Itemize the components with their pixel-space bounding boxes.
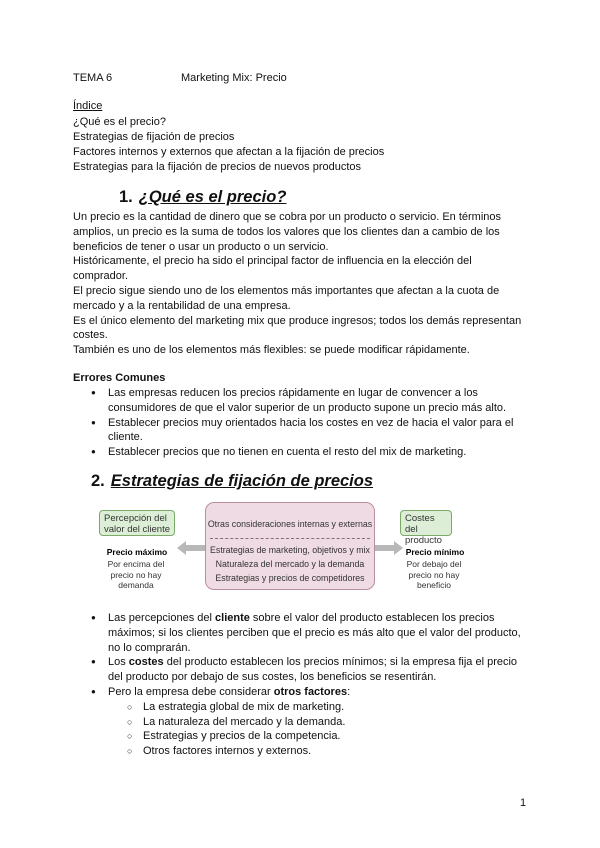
list-item: ● Establecer precios que no tienen en cuenta el resto del mix de marketing. <box>89 445 529 460</box>
bold-term: otros factores <box>273 685 348 698</box>
section-1-number: 1. <box>119 188 133 206</box>
list-item: ● Las empresas reducen los precios rápidamente en lugar de convencer a los consumidores de que el valor superior de un producto supone un precio más alto. <box>89 386 529 416</box>
list-item: ● Los costes del producto establecen los precios mínimos; si la empresa fija el precio del producto por debajo de sus costes, los beneficios se resentirán. <box>89 655 529 685</box>
center-top-text: Otras consideraciones internas y externas <box>207 519 373 529</box>
paragraph: También es uno de los elementos más flexibles: se puede modificar rápidamente. <box>73 344 470 357</box>
customer-value-box: Percepción del valor del cliente <box>99 510 175 536</box>
sub-list <box>127 700 529 759</box>
center-line: Estrategias de marketing, objetivos y mix <box>210 545 370 555</box>
errors-heading: Errores Comunes <box>73 372 166 384</box>
paragraph: Es el único elemento del marketing mix que produce ingresos; todos los demás representan costes. <box>73 314 522 342</box>
paragraph: Históricamente, el precio ha sido el principal factor de influencia en la elección del comprador. <box>73 255 472 283</box>
section-2-number: 2. <box>91 472 105 490</box>
section-2-title: Estrategias de fijación de precios <box>110 472 374 490</box>
paragraph: Un precio es la cantidad de dinero que se cobra por un producto o servicio. En términos amplios, un precio es la suma de todos los valores que los clientes dan a cambio de los beneficios de tener o usar un producto o un servicio. <box>73 211 502 253</box>
max-price-text: Por encima del precio no hay demanda <box>107 559 165 590</box>
other-considerations-box <box>205 502 375 590</box>
bold-term: costes <box>128 656 164 669</box>
sub-list-item: ○ La estrategia global de mix de marketing. <box>127 700 529 715</box>
page-number: 1 <box>520 797 527 809</box>
sub-list-item: ○ Estrategias y precios de la competencia. <box>127 729 529 744</box>
center-line: Estrategias y precios de competidores <box>215 573 365 583</box>
section-2-heading <box>91 472 373 491</box>
index-list <box>73 115 384 175</box>
section-1-body <box>73 210 528 358</box>
index-item: Factores internos y externos que afectan a la fijación de precios <box>73 146 385 158</box>
bold-term: cliente <box>215 612 250 624</box>
list-item: ● Pero la empresa debe considerar otros factores: <box>89 685 529 700</box>
left-arrow-icon <box>177 540 205 556</box>
paragraph: El precio sigue siendo uno de los elementos más importantes que afectan a la cuota de mercado y a la rentabilidad de una empresa. <box>73 284 500 312</box>
center-line: Naturaleza del mercado y la demanda <box>215 559 365 569</box>
topic-title: Marketing Mix: Precio <box>181 72 287 84</box>
min-price-label: Precio mínimo <box>405 547 465 557</box>
list-item: ● Establecer precios muy orientados hacia los costes en vez de hacia el valor para el cliente. <box>89 416 529 446</box>
index-item: ¿Qué es el precio? <box>73 116 166 128</box>
product-costs-box: Costes del producto <box>400 510 452 536</box>
topic-number: TEMA 6 <box>73 72 113 84</box>
dashed-divider <box>210 538 370 539</box>
index-item: Estrategias para la fijación de precios de nuevos productos <box>73 161 362 173</box>
section-1-title: ¿Qué es el precio? <box>138 188 287 206</box>
section-1-heading <box>119 188 286 207</box>
errors-list <box>89 386 529 460</box>
sub-list-item: ○ Otros factores internos y externos. <box>127 744 529 759</box>
sub-list-item: ○ La naturaleza del mercado y la demanda. <box>127 715 529 730</box>
list-item: ● Las percepciones del cliente sobre el valor del producto establecen los precios máximos; si los clientes perciben que el precio es más alto que el valor del producto, no lo comprarán. <box>89 611 529 655</box>
max-price-label: Precio máximo <box>106 547 168 557</box>
section-2-list <box>89 611 529 759</box>
index-title: Índice <box>73 100 103 112</box>
pricing-diagram <box>95 500 515 600</box>
min-price-text: Por debajo del precio no hay beneficio <box>406 559 462 590</box>
index-item: Estrategias de fijación de precios <box>73 131 235 143</box>
